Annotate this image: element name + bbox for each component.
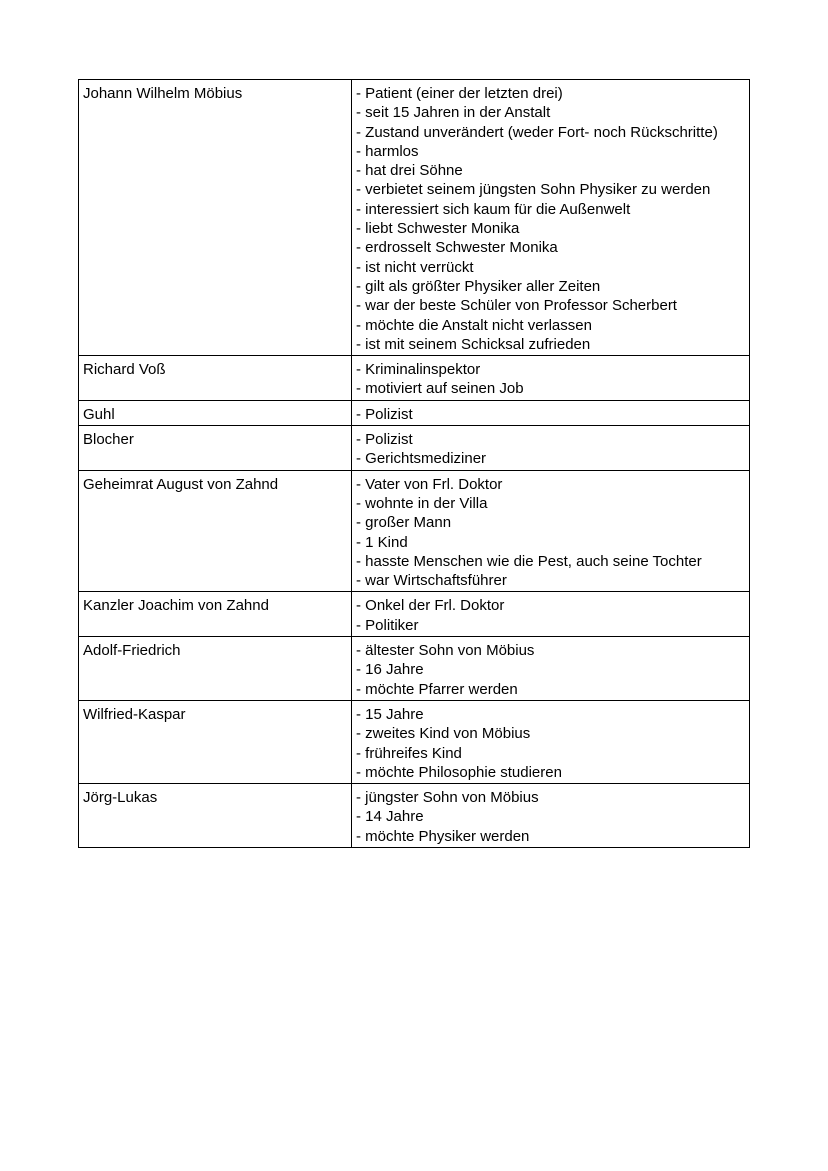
character-name: Blocher <box>83 431 134 449</box>
trait-item: - 1 Kind <box>356 533 408 551</box>
trait-item: - Onkel der Frl. Doktor <box>356 597 505 615</box>
trait-item: - Polizist <box>356 405 413 423</box>
character-name-cell <box>79 470 352 592</box>
trait-item: - Gerichtsmediziner <box>356 450 487 468</box>
trait-item: - möchte Physiker werden <box>356 827 530 845</box>
trait-item: - möchte die Anstalt nicht verlassen <box>356 316 592 334</box>
table-row <box>79 356 750 401</box>
trait-item: - zweites Kind von Möbius <box>356 725 531 743</box>
character-traits-cell <box>352 700 750 783</box>
trait-item: - Politiker <box>356 616 419 634</box>
character-traits-cell <box>352 426 750 471</box>
trait-item: - interessiert sich kaum für die Außenwelt <box>356 200 631 218</box>
character-name-cell <box>79 356 352 401</box>
trait-item: - motiviert auf seinen Job <box>356 380 524 398</box>
trait-item: - Kriminalinspektor <box>356 361 481 379</box>
character-traits-cell <box>352 80 750 356</box>
table-row <box>79 400 750 425</box>
character-table-body <box>79 80 750 848</box>
trait-item: - hat drei Söhne <box>356 162 463 180</box>
trait-item: - Vater von Frl. Doktor <box>356 475 503 493</box>
character-name: Guhl <box>83 405 115 423</box>
trait-item: - hasste Menschen wie die Pest, auch seine Tochter <box>356 552 702 570</box>
trait-item: - ältester Sohn von Möbius <box>356 642 535 660</box>
trait-item: - harmlos <box>356 142 419 160</box>
trait-item: - frühreifes Kind <box>356 744 462 762</box>
table-row <box>79 700 750 783</box>
character-name: Geheimrat August von Zahnd <box>83 475 279 493</box>
character-traits-cell <box>352 356 750 401</box>
character-traits-cell <box>352 784 750 848</box>
trait-item: - gilt als größter Physiker aller Zeiten <box>356 277 601 295</box>
trait-item: - ist nicht verrückt <box>356 258 474 276</box>
trait-item: - möchte Pfarrer werden <box>356 680 518 698</box>
trait-item: - erdrosselt Schwester Monika <box>356 239 558 257</box>
character-name-cell <box>79 80 352 356</box>
trait-item: - liebt Schwester Monika <box>356 220 520 238</box>
trait-item: - seit 15 Jahren in der Anstalt <box>356 104 551 122</box>
trait-item: - Polizist <box>356 431 413 449</box>
character-name-cell <box>79 400 352 425</box>
character-name-cell <box>79 426 352 471</box>
trait-item: - jüngster Sohn von Möbius <box>356 789 539 807</box>
trait-item: - war der beste Schüler von Professor Scherbert <box>356 297 677 315</box>
character-name-cell <box>79 637 352 701</box>
trait-item: - Zustand unverändert (weder Fort- noch Rückschritte) <box>356 123 718 141</box>
table-row <box>79 80 750 356</box>
table-row <box>79 592 750 637</box>
trait-item: - möchte Philosophie studieren <box>356 763 562 781</box>
trait-item: - 16 Jahre <box>356 661 424 679</box>
character-name-cell <box>79 700 352 783</box>
character-traits-cell <box>352 637 750 701</box>
character-traits-cell <box>352 470 750 592</box>
trait-item: - ist mit seinem Schicksal zufrieden <box>356 335 591 353</box>
table-row <box>79 784 750 848</box>
character-name-cell <box>79 592 352 637</box>
character-name: Richard Voß <box>83 361 166 379</box>
trait-item: - 14 Jahre <box>356 808 424 826</box>
character-name: Kanzler Joachim von Zahnd <box>83 597 269 615</box>
trait-item: - war Wirtschaftsführer <box>356 572 507 590</box>
trait-item: - verbietet seinem jüngsten Sohn Physiker zu werden <box>356 181 711 199</box>
character-traits-cell <box>352 400 750 425</box>
character-traits-cell <box>352 592 750 637</box>
character-name: Adolf-Friedrich <box>83 642 181 660</box>
trait-item: - 15 Jahre <box>356 705 424 723</box>
character-name-cell <box>79 784 352 848</box>
trait-item: - wohnte in der Villa <box>356 494 488 512</box>
character-name: Wilfried-Kaspar <box>83 705 186 723</box>
character-name: Johann Wilhelm Möbius <box>83 85 243 102</box>
character-table <box>78 79 750 848</box>
table-row <box>79 426 750 471</box>
trait-item: - großer Mann <box>356 514 452 532</box>
trait-item: - Patient (einer der letzten drei) <box>356 85 563 102</box>
character-name: Jörg-Lukas <box>83 789 158 807</box>
table-row <box>79 470 750 592</box>
table-row <box>79 637 750 701</box>
